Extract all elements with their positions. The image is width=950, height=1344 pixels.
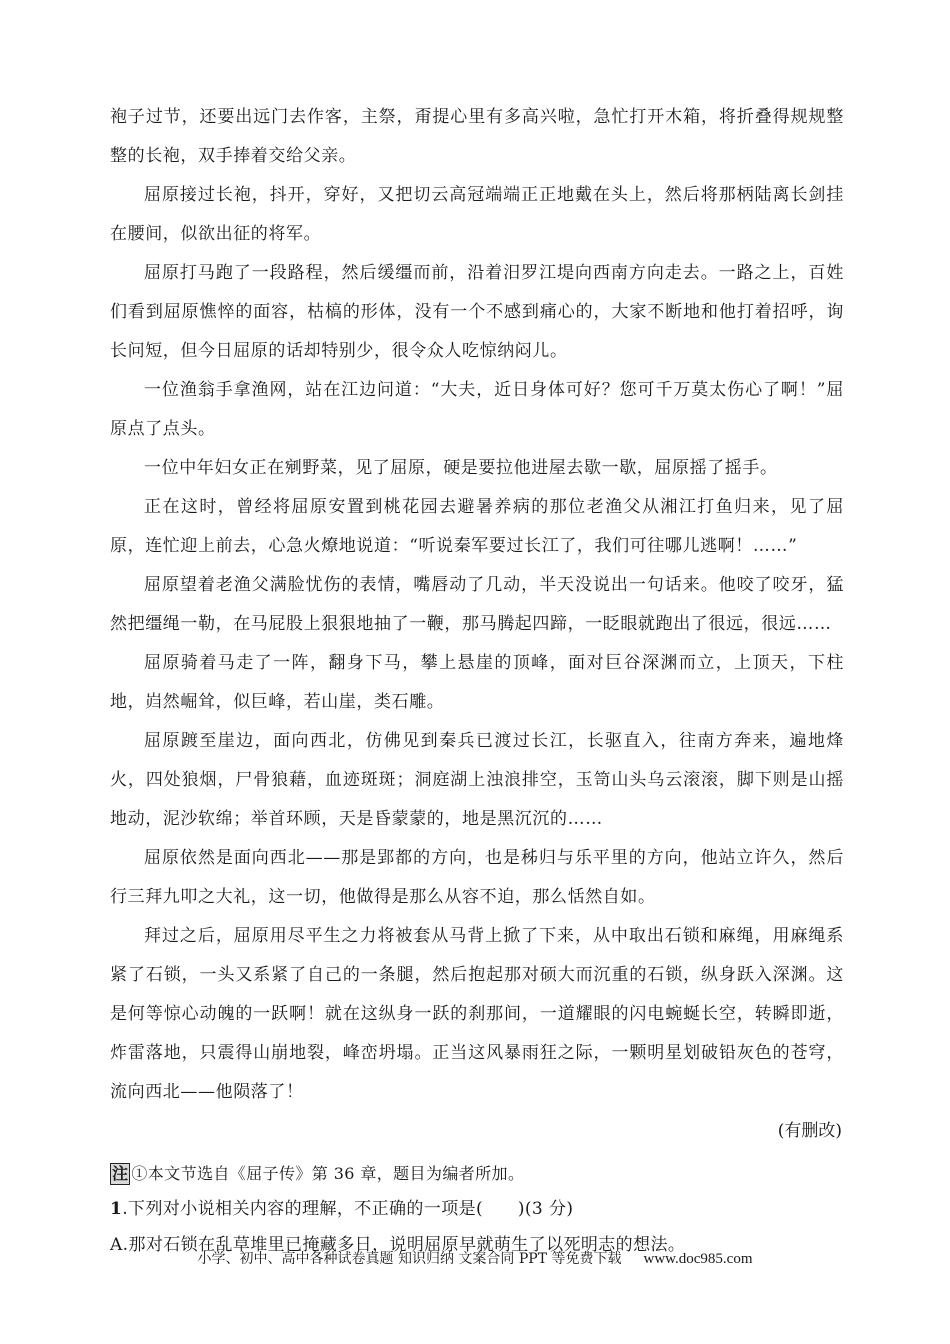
- paragraph: 拜过之后，屈原用尽平生之力将被套从马背上掀了下来，从中取出石锁和麻绳，用麻绳系紧了石锁，一头又系紧了自己的一条腿，然后抱起那对硕大而沉重的石锁，纵身跃入深渊。这是何等惊心动魄的一跃啊！就在这纵身一跃的刹那间，一道耀眼的闪电蜿蜒长空，转瞬即逝，炸雷落地，只震得山崩地裂，峰峦坍塌。正当这风暴雨狂之际，一颗明星划破铅灰色的苍穹，流向西北——他陨落了！: [110, 926, 844, 1102]
- question-text: .下列对小说相关内容的理解，不正确的一项是( )(3 分): [122, 1199, 574, 1219]
- abridged-credit: (有删改): [777, 1121, 842, 1141]
- paragraph: 屈原踱至崖边，面向西北，仿佛见到秦兵已渡过长江，长驱直入，往南方奔来，遍地烽火，四处狼烟，尸骨狼藉，血迹斑斑；洞庭湖上浊浪排空，玉笥山头乌云滚滚，脚下则是山摇地动，泥沙软绵；举首环顾，天是昏蒙蒙的，地是黑沉沉的……: [110, 731, 844, 829]
- paragraph: 屈原打马跑了一段路程，然后缓缰而前，沿着汨罗江堤向西南方向走去。一路之上，百姓们看到屈原憔悴的面容，枯槁的形体，没有一个不感到痛心的，大家不断地和他打着招呼，询长问短，但今日屈原的话却特别少，很令众人吃惊纳闷儿。: [110, 263, 844, 361]
- footer-url-link[interactable]: www.doc985.com: [643, 1251, 753, 1267]
- footer-text: 小学、初中、高中各种试卷真题 知识归纳 文案合同 PPT 等免费下载: [197, 1251, 622, 1267]
- paragraph: 屈原骑着马走了一阵，翻身下马，攀上悬崖的顶峰，面对巨谷深渊而立，上顶天，下柱地，岿然崛耸，似巨峰，若山崖，类石雕。: [110, 653, 844, 712]
- paragraph: 屈原接过长袍，抖开，穿好，又把切云高冠端端正正地戴在头上，然后将那柄陆离长剑挂在腰间，似欲出征的将军。: [110, 185, 844, 244]
- page-footer: [0, 1248, 950, 1268]
- article: [110, 98, 844, 1263]
- story-body: [110, 98, 844, 1112]
- paragraph: 袍子过节，还要出远门去作客，主祭，甭提心里有多高兴啦，急忙打开木箱，将折叠得规规整整的长袍，双手捧着交给父亲。: [110, 107, 844, 166]
- question-number: 1: [110, 1199, 123, 1219]
- note-text: ①本文节选自《屈子传》第 36 章，题目为编者所加。: [131, 1164, 525, 1183]
- paragraph: 一位渔翁手拿渔网，站在江边问道：“大夫，近日身体可好？您可千万莫太伤心了啊！”屈原点了点头。: [110, 380, 844, 439]
- paragraph: 屈原望着老渔父满脸忧伤的表情，嘴唇动了几动，半天没说出一句话来。他咬了咬牙，猛然把缰绳一勒，在马屁股上狠狠地抽了一鞭，那马腾起四蹄，一眨眼就跑出了很远，很远……: [110, 575, 844, 634]
- paragraph: 正在这时，曾经将屈原安置到桃花园去避暑养病的那位老渔父从湘江打鱼归来，见了屈原，连忙迎上前去，心急火燎地说道：“听说秦军要过长江了，我们可往哪儿逃啊！……”: [110, 497, 844, 556]
- option-a: A.那对石锁在乱草堆里已掩藏多日，说明屈原早就萌生了以死明志的想法。: [110, 1235, 686, 1255]
- paragraph: 屈原依然是面向西北——那是郢都的方向，也是秭归与乐平里的方向，他站立许久，然后行三拜九叩之大礼，这一切，他做得是那么从容不迫，那么恬然自如。: [110, 848, 844, 907]
- question-1: [110, 1191, 844, 1227]
- paragraph: 一位中年妇女正在剜野菜，见了屈原，硬是要拉他进屋去歇一歇，屈原摇了摇手。: [144, 458, 778, 478]
- note-label-badge: 注: [112, 1164, 129, 1183]
- footnote: [110, 1157, 844, 1191]
